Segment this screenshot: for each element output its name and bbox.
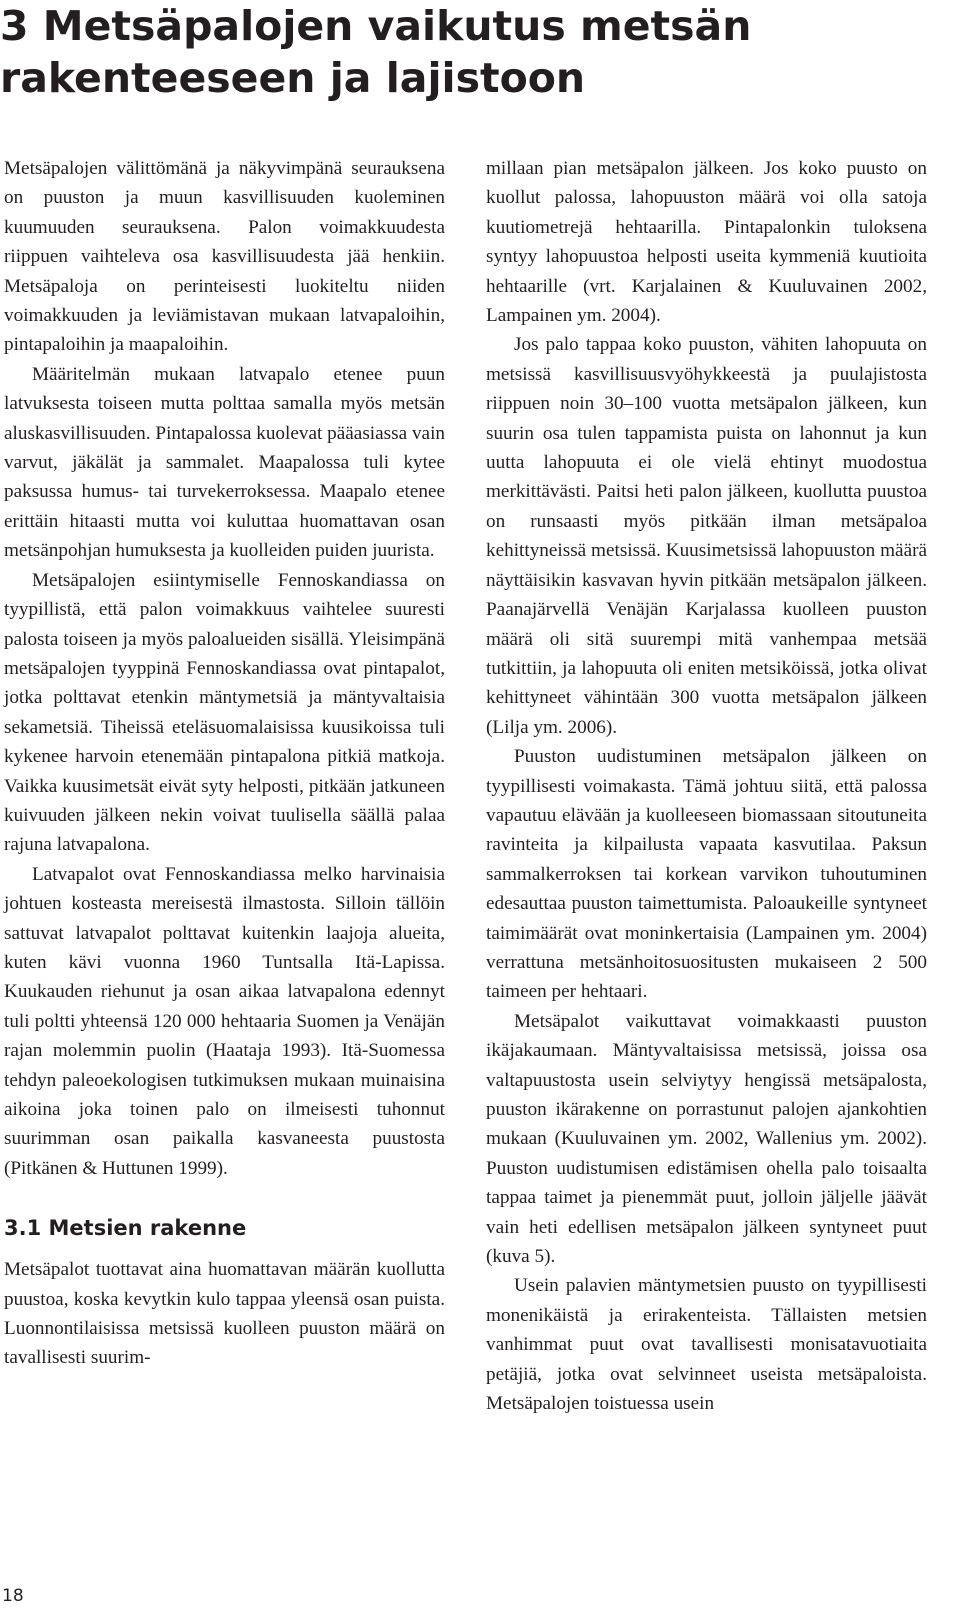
page-number: 18 (2, 1586, 24, 1606)
right-text-column (486, 154, 927, 1418)
paragraph: Metsäpalojen välittömänä ja näkyvimpänä seurauksena on puuston ja muun kasvillisuuden kuoleminen kuumuuden seurauksena. Palon voimakkuudesta riippuen vaihteleva osa kasvillisuudesta jää henkiin. Metsäpaloja on perinteisesti luokiteltu niiden voimakkuuden ja leviämistavan mukaan latvapaloihin, pintapaloihin ja maapaloihin. (4, 158, 445, 356)
paragraph: Puuston uudistuminen metsäpalon jälkeen on tyypillisesti voimakasta. Tämä johtuu siitä, että palossa vapautuu elävään ja kuolleeseen biomassaan sitoutuneita ravinteita ja kilpailusta vapaata kasvutilaa. Paksun sammalkerroksen tai korkean varvikon tuhoutuminen edesauttaa puuston taimettumista. Paloaukeille syntyneet taimimäärät ovat moninkertaisia (Lampainen ym. 2004) verrattuna metsänhoitosuositusten mukaiseen 2 500 taimeen per hehtaari. (486, 746, 927, 1003)
section-heading: 3.1 Metsien rakenne (4, 1216, 247, 1241)
left-text-column (4, 154, 445, 1373)
paragraph: Määritelmän mukaan latvapalo etenee puun latvuksesta toiseen mutta polttaa samalla myös metsän aluskasvillisuuden. Pintapalossa kuolevat pääasiassa vain varvut, jäkälät ja sammalet. Maapalossa tuli kytee paksussa humus- tai turvekerroksessa. Maapalo etenee erittäin hitaasti mutta voi kuluttaa huomattavan osan metsänpohjan humuksesta ja kuolleiden puiden juurista. (4, 363, 445, 562)
chapter-title-line-2: rakenteeseen ja lajistoon (0, 54, 586, 102)
chapter-title-line-1: 3 Metsäpalojen vaikutus metsän (0, 2, 752, 50)
paragraph: Latvapalot ovat Fennoskandiassa melko harvinaisia johtuen kosteasta mereisestä ilmastosta. Silloin tällöin sattuvat latvapalot polttavat kuitenkin laajoja alueita, kuten kävi vuonna 1960 Tuntsalla Itä-Lapissa. Kuukauden riehunut ja osan aikaa latvapalona edennyt tuli poltti yhteensä 120 000 hehtaaria Suomen ja Venäjän rajan molemmin puolin (Haataja 1993). Itä-Suomessa tehdyn paleoekologisen tutkimuksen mukaan muinaisina aikoina joka toinen palo on ilmeisesti tuhonnut suurimman osan paikalla kasvaneesta puustosta (Pitkänen & Huttunen 1999). (4, 863, 445, 1179)
chapter-title (0, 0, 940, 104)
paragraph: millaan pian metsäpalon jälkeen. Jos koko puusto on kuollut palossa, lahopuuston määrä voi olla satoja kuutiometrejä hehtaarilla. Pintapalonkin tuloksena syntyy lahopuustoa helposti useita kymmeniä kuutioita hehtaarille (vrt. Karjalainen & Kuuluvainen 2002, Lampainen ym. 2004). (486, 158, 927, 327)
paragraph: Usein palavien mäntymetsien puusto on tyypillisesti monenikäistä ja erirakenteista. Tällaisten metsien vanhimmat puut ovat tavallisesti monisatavuotiaita petäjiä, jotka ovat selvinneet useista metsäpaloista. Metsäpalojen toistuessa usein (486, 1275, 927, 1415)
paragraph: Metsäpalojen esiintymiselle Fennoskandiassa on tyypillistä, että palon voimakkuus vaihtelee suuresti palosta toiseen ja myös paloalueiden sisällä. Yleisimpänä metsäpalojen tyyppinä Fennoskandiassa ovat pintapalot, jotka polttavat etenkin mäntymetsiä ja mäntyvaltaisia sekametsiä. Tiheissä eteläsuomalaisissa kuusikoissa tuli kykenee harvoin etenemään pintapalona pitkiä matkoja. Vaikka kuusimetsät eivät syty helposti, pitkään jatkuneen kuivuuden jälkeen nekin voivat tuulisella säällä palaa rajuna latvapalona. (4, 569, 445, 856)
paragraph: Jos palo tappaa koko puuston, vähiten lahopuuta on metsissä kasvillisuusvyöhykkeestä ja puulajistosta riippuen noin 30–100 vuotta metsäpalon jälkeen, kun suurin osa tulen tappamista puista on lahonnut ja kun uutta lahopuuta ei ole vielä ehtinyt muodostua merkittävästi. Paitsi heti palon jälkeen, kuollutta puustoa on runsaasti myös pitkään ilman metsäpaloa kehittyneissä metsissä. Kuusimetsissä lahopuuston määrä näyttäisikin kasvavan hyvin pitkään metsäpalon jälkeen. Paanajärvellä Venäjän Karjalassa kuolleen puuston määrä oli sitä suurempi mitä vanhempaa metsää tutkittiin, ja lahopuuta oli eniten metsiköissä, jotka olivat kehittyneet vähintään 300 vuotta metsäpalon jälkeen (Lilja ym. 2006). (486, 334, 927, 738)
paragraph: Metsäpalot vaikuttavat voimakkaasti puuston ikäjakaumaan. Mäntyvaltaisissa metsissä, joissa osa valtapuustosta usein selviytyy hengissä metsäpalosta, puuston ikärakenne on porrastunut palojen ajankohtien mukaan (Kuuluvainen ym. 2002, Wallenius ym. 2002). Puuston uudistumisen edistämisen ohella palo toisaalta tappaa taimet ja pienemmät puut, jolloin jäljelle jäävät vain heti edellisen metsäpalon jälkeen syntyneet puut (kuva 5). (486, 1010, 927, 1268)
paragraph: Metsäpalot tuottavat aina huomattavan määrän kuollutta puustoa, koska kevytkin kulo tappaa yleensä osan puista. Luonnontilaisissa metsissä kuolleen puuston määrä on tavallisesti suurim- (4, 1259, 445, 1369)
